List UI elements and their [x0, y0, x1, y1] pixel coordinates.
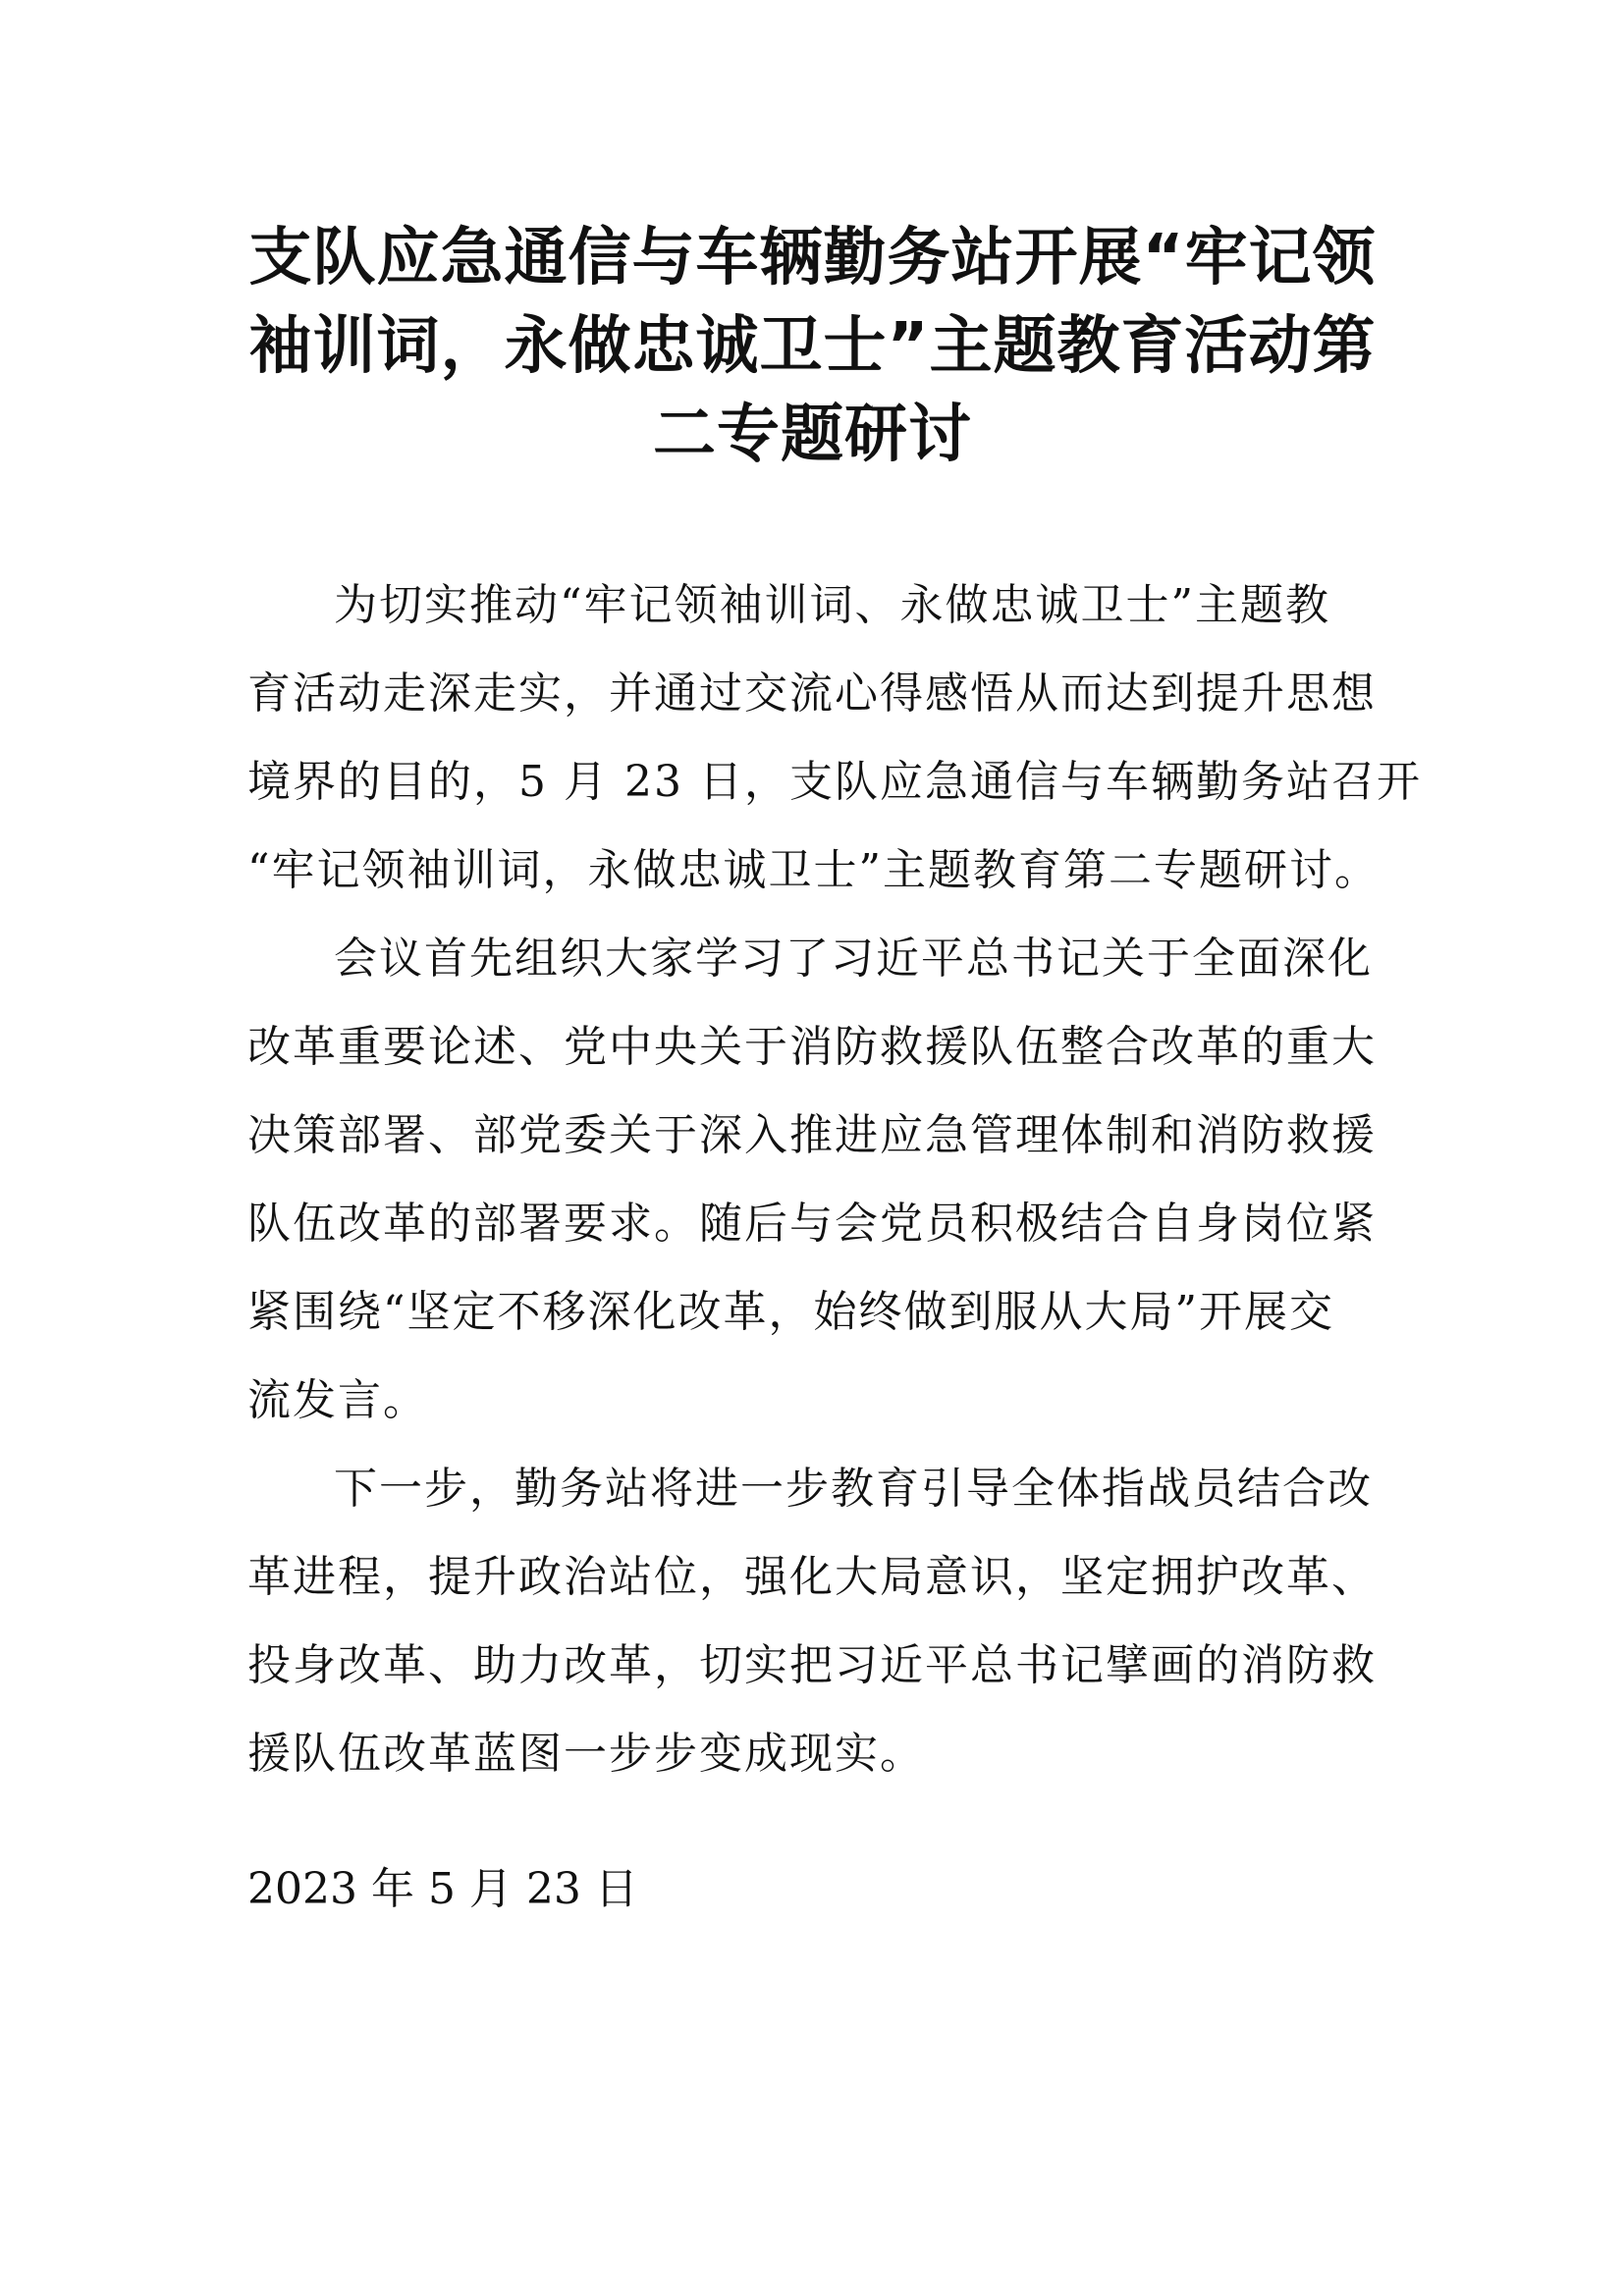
title-line: 支队应急通信与车辆勤务站开展“牢记领: [248, 222, 1377, 294]
paragraph-line: 为切实推动“牢记领袖训词、永做忠诚卫士”主题教: [334, 580, 1330, 630]
paragraph-next-step: [247, 1445, 1386, 1798]
paragraph-meeting: [247, 915, 1386, 1445]
paragraph-line: 育活动走深走实，并通过交流心得感悟从而达到提升思想: [247, 668, 1377, 719]
paragraph-line: 投身改革、助力改革，切实把习近平总书记擘画的消防救: [247, 1640, 1377, 1690]
paragraph-line: 队伍改革的部署要求。随后与会党员积极结合自身岗位紧: [247, 1199, 1377, 1249]
paragraph-line: 决策部署、部党委关于深入推进应急管理体制和消防救援: [247, 1110, 1377, 1160]
title-line: 二专题研讨: [653, 399, 972, 471]
paragraph-line: 下一步，勤务站将进一步教育引导全体指战员结合改: [334, 1464, 1373, 1514]
paragraph-line: 境界的目的，5 月 23 日，支队应急通信与车辆勤务站召开: [247, 757, 1422, 807]
title-line: 袖训词，永做忠诚卫士”主题教育活动第: [248, 310, 1377, 383]
paragraph-line: “牢记领袖训词，永做忠诚卫士”主题教育第二专题研讨。: [247, 845, 1380, 895]
paragraph-line: 会议首先组织大家学习了习近平总书记关于全面深化: [334, 934, 1373, 984]
paragraph-intro: [247, 561, 1422, 915]
paragraph-line: 革进程，提升政治站位，强化大局意识，坚定拥护改革、: [247, 1552, 1377, 1602]
document-title: [245, 214, 1380, 479]
paragraph-line: 紧围绕“坚定不移深化改革，始终做到服从大局”开展交: [247, 1287, 1334, 1337]
document-body: [247, 561, 1422, 1798]
document-date: 2023 年 5 月 23 日: [247, 1864, 638, 1914]
paragraph-line: 援队伍改革蓝图一步步变成现实。: [247, 1729, 925, 1779]
paragraph-line: 流发言。: [247, 1375, 428, 1425]
paragraph-line: 改革重要论述、党中央关于消防救援队伍整合改革的重大: [247, 1022, 1377, 1072]
